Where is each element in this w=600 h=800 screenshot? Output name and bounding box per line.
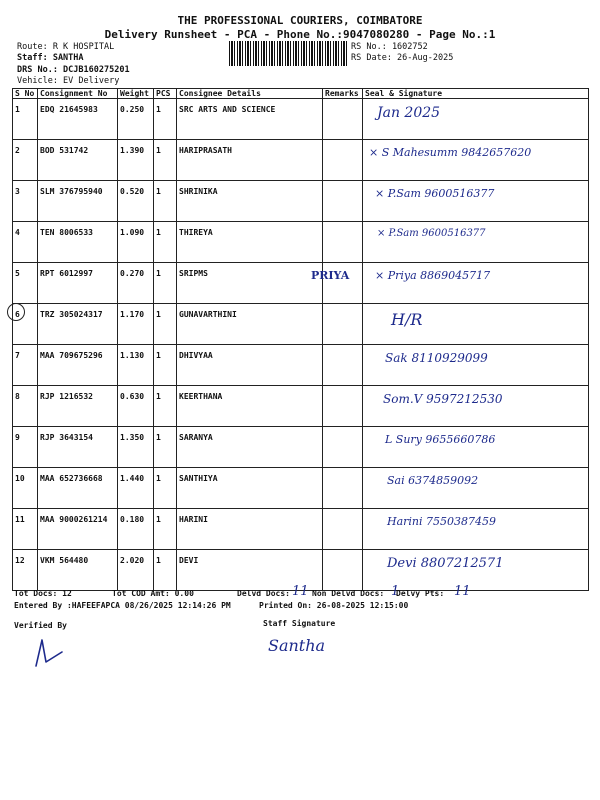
runsheet-table [12,88,589,591]
cell-pcs: 1 [154,304,177,345]
cell-pcs: 1 [154,99,177,140]
cell-signature [363,304,589,345]
handwritten-signature: Sak 8110929099 [385,351,488,365]
cell-pcs: 1 [154,509,177,550]
printed-on: Printed On: 26-08-2025 12:15:00 [259,601,409,610]
cell-signature [363,99,589,140]
cell-consignee: DHIVYAA [177,345,323,386]
handwritten-signature: Som.V 9597212530 [383,392,503,406]
cell-weight: 1.350 [118,427,154,468]
cell-signature [363,140,589,181]
table-row [13,181,589,222]
cell-sno: 7 [13,345,38,386]
cell-weight: 0.520 [118,181,154,222]
barcode [229,41,347,66]
cell-weight: 1.440 [118,468,154,509]
cell-consignment: BOD 531742 [38,140,118,181]
handwritten-signature: H/R [391,310,423,329]
cell-pcs: 1 [154,181,177,222]
table-row [13,427,589,468]
cell-remarks [323,427,363,468]
cell-remarks [323,222,363,263]
cell-sno: 9 [13,427,38,468]
table-row [13,468,589,509]
table-header-row [13,89,589,99]
total-docs: Tot Docs: 12 [14,589,72,598]
pen-circle-mark [7,303,25,321]
rs-number: RS No.: 1602752 [351,42,428,52]
cell-sno: 1 [13,99,38,140]
cell-weight: 0.180 [118,509,154,550]
cell-consignment: RJP 1216532 [38,386,118,427]
cell-remarks [323,550,363,591]
cell-consignment: MAA 709675296 [38,345,118,386]
cell-weight: 2.020 [118,550,154,591]
cell-weight: 1.090 [118,222,154,263]
rs-date: RS Date: 26-Aug-2025 [351,53,454,63]
cell-consignee: SANTHIYA [177,468,323,509]
handwritten-signature: × P.Sam 9600516377 [375,187,495,200]
cell-sno: 10 [13,468,38,509]
cell-consignee: THIREYA [177,222,323,263]
cell-pcs: 1 [154,550,177,591]
runsheet-subtitle: Delivery Runsheet - PCA - Phone No.:9047080280 - Page No.:1 [104,28,496,41]
cell-consignee: HARIPRASATH [177,140,323,181]
cell-consignee: GUNAVARTHINI [177,304,323,345]
cell-consignee: SRC ARTS AND SCIENCE [177,99,323,140]
cell-remarks [323,99,363,140]
cell-consignee: SARANYA [177,427,323,468]
cell-signature [363,427,589,468]
col-sno: S No [13,89,38,99]
cell-weight: 1.170 [118,304,154,345]
route-label: Route: R K HOSPITAL [17,42,115,52]
cell-remarks [323,140,363,181]
table-row [13,386,589,427]
cell-consignment: MAA 9000261214 [38,509,118,550]
cell-sno: 5 [13,263,38,304]
cell-sno: 11 [13,509,38,550]
vehicle-label: Vehicle: EV Delivery [17,76,120,86]
drs-number: DRS No.: DCJB160275201 [17,65,130,75]
verifier-signature-mark [28,634,68,670]
cell-pcs: 1 [154,468,177,509]
cell-signature [363,222,589,263]
cell-weight: 0.630 [118,386,154,427]
cell-consignment: RPT 6012997 [38,263,118,304]
handwritten-signature: L Sury 9655660786 [385,433,496,446]
cell-remarks [311,263,363,304]
handwritten-signature: Jan 2025 [377,105,441,121]
table-row [13,99,589,140]
handwritten-signature: × Priya 8869045717 [375,269,491,282]
cell-sno: 3 [13,181,38,222]
handwritten-signature: × S Mahesumm 9842657620 [369,146,532,159]
handwritten-signature: Harini 7550387459 [387,515,497,528]
delivery-points-count: 11 [454,584,471,599]
cell-sno: 2 [13,140,38,181]
cell-remarks [323,509,363,550]
handwritten-remark: PRIYA [311,269,350,282]
cell-weight: 1.130 [118,345,154,386]
table-row [13,263,589,304]
cell-remarks [323,386,363,427]
cell-consignee: SHRINIKA [177,181,323,222]
cell-consignment: VKM 564480 [38,550,118,591]
company-title: THE PROFESSIONAL COURIERS, COIMBATORE [177,14,423,27]
cell-consignee: HARINI [177,509,323,550]
delivery-points: Delvy Pts: [396,589,445,598]
cell-signature [363,345,589,386]
cell-pcs: 1 [154,427,177,468]
table-row [13,222,589,263]
entered-by: Entered By :HAFEEFAPCA 08/26/2025 12:14:26 PM [14,601,231,610]
cell-consignment: SLM 376795940 [38,181,118,222]
cell-consignment: TRZ 305024317 [38,304,118,345]
cell-remarks [323,181,363,222]
cell-pcs: 1 [154,386,177,427]
staff-label: Staff: SANTHA [17,53,84,63]
non-delivered-docs-count: 1 [391,584,400,599]
col-weight: Weight [118,89,154,99]
cell-remarks [323,345,363,386]
table-row [13,509,589,550]
col-pcs: PCS [154,89,177,99]
cell-remarks [323,304,363,345]
delivered-docs-count: 11 [292,584,309,599]
cell-consignee: DEVI [177,550,323,591]
cell-signature [363,263,589,304]
cell-consignment: EDQ 21645983 [38,99,118,140]
cell-consignment: RJP 3643154 [38,427,118,468]
cell-pcs: 1 [154,222,177,263]
col-remarks: Remarks [323,89,363,99]
total-cod-amount: Tot COD Amt: 0.00 [112,589,194,598]
cell-signature [363,386,589,427]
table-row [13,345,589,386]
staff-handwritten-signature: Santha [268,636,326,655]
handwritten-signature: Sai 6374859092 [387,474,479,487]
table-row [13,140,589,181]
cell-consignee: KEERTHANA [177,386,323,427]
handwritten-signature: × P.Sam 9600516377 [377,228,486,239]
cell-signature [363,181,589,222]
staff-signature-label: Staff Signature [263,619,336,628]
cell-remarks [323,468,363,509]
col-consignee: Consignee Details [177,89,323,99]
cell-signature [363,468,589,509]
cell-weight: 1.390 [118,140,154,181]
cell-weight: 0.250 [118,99,154,140]
non-delivered-docs: Non Delvd Docs: [312,589,385,598]
cell-sno: 12 [13,550,38,591]
cell-sno: 4 [13,222,38,263]
cell-pcs: 1 [154,345,177,386]
col-consignment: Consignment No [38,89,118,99]
cell-sno: 6 [13,304,38,345]
cell-signature [363,509,589,550]
cell-consignment: MAA 652736668 [38,468,118,509]
cell-pcs: 1 [154,140,177,181]
col-signature: Seal & Signature [363,89,589,99]
cell-pcs: 1 [154,263,177,304]
handwritten-signature: Devi 8807212571 [387,556,504,571]
cell-consignment: TEN 8006533 [38,222,118,263]
cell-consignee: SRIPMS [177,263,323,304]
delivered-docs: Delvd Docs: [237,589,290,598]
verified-by-label: Verified By [14,621,67,630]
cell-weight: 0.270 [118,263,154,304]
table-row [13,304,589,345]
cell-sno: 8 [13,386,38,427]
